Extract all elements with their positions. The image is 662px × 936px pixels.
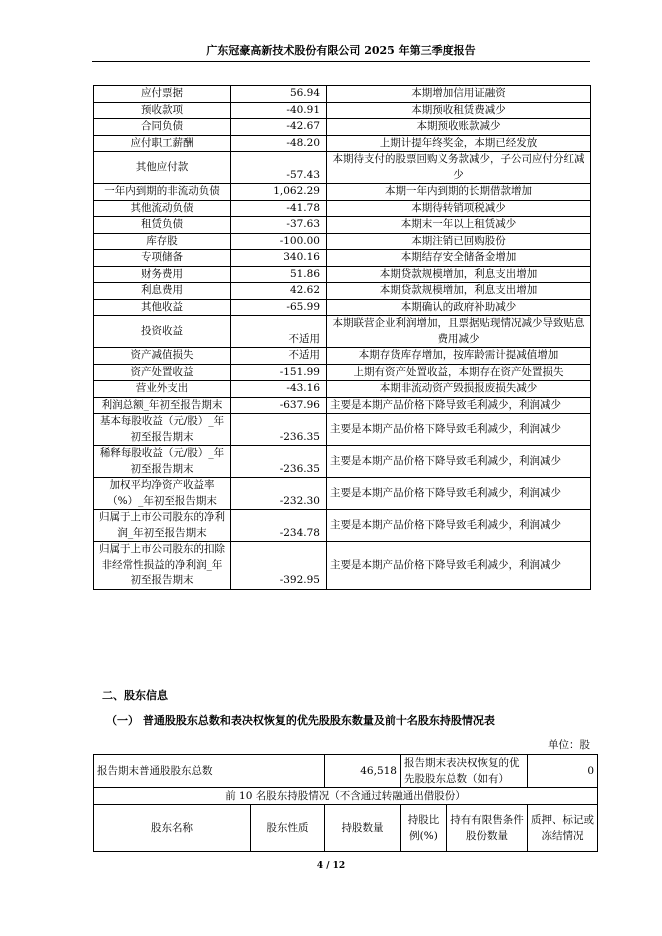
reason-cell: 主要是本期产品价格下降导致毛利减少，利润减少 [327, 542, 591, 590]
value-cell: -232.30 [231, 478, 327, 510]
table-row [94, 316, 591, 348]
table-header-row [94, 805, 598, 852]
reason-cell: 本期增加信用证融资 [327, 86, 591, 103]
item-cell: 加权平均净资产收益率（%）_年初至报告期末 [94, 478, 231, 510]
item-cell: 库存股 [94, 233, 231, 250]
reason-cell: 主要是本期产品价格下降导致毛利减少，利润减少 [327, 414, 591, 446]
value-cell: -41.78 [231, 200, 327, 217]
table-row [94, 217, 591, 234]
item-cell: 租赁负债 [94, 217, 231, 234]
table-row [94, 283, 591, 300]
table-row [94, 364, 591, 381]
reason-cell: 上期计提年终奖金，本期已经发放 [327, 135, 591, 152]
value-cell: -57.43 [231, 152, 327, 184]
table-row [94, 266, 591, 283]
column-header: 持股比例(%) [401, 805, 447, 852]
table-row [94, 788, 598, 805]
item-cell: 应付职工薪酬 [94, 135, 231, 152]
column-header: 质押、标记或冻结情况 [528, 805, 598, 852]
table-row [94, 414, 591, 446]
reason-cell: 本期末一年以上租赁减少 [327, 217, 591, 234]
value-cell: -48.20 [231, 135, 327, 152]
item-cell: 归属于上市公司股东的净利润_年初至报告期末 [94, 510, 231, 542]
value-cell: -100.00 [231, 233, 327, 250]
table-row [94, 135, 591, 152]
table-row [94, 152, 591, 184]
reason-cell: 本期贷款规模增加，利息支出增加 [327, 283, 591, 300]
page-number: 4 / 12 [316, 861, 346, 871]
subsection-title: （一） 普通股股东总数和表决权恢复的优先股股东数量及前十名股东持股情况表 [106, 714, 495, 727]
value-cell: -65.99 [231, 299, 327, 316]
item-cell: 利润总额_年初至报告期末 [94, 397, 231, 414]
item-cell: 一年内到期的非流动负债 [94, 184, 231, 201]
value-cell: 340.16 [231, 250, 327, 267]
table-row [94, 478, 591, 510]
value-cell: -40.91 [231, 102, 327, 119]
preferred-holders-value: 0 [528, 755, 598, 788]
reason-cell: 本期注销已回购股份 [327, 233, 591, 250]
table-row [94, 119, 591, 136]
reason-cell: 本期待转销项税减少 [327, 200, 591, 217]
table-row [94, 446, 591, 478]
value-cell: 42.62 [231, 283, 327, 300]
value-cell: -236.35 [231, 414, 327, 446]
table-row [94, 184, 591, 201]
header-rule [92, 61, 590, 62]
reason-cell: 主要是本期产品价格下降导致毛利减少，利润减少 [327, 397, 591, 414]
item-cell: 专项储备 [94, 250, 231, 267]
unit-label: 单位：股 [548, 739, 590, 751]
reason-cell: 本期结存安全储备金增加 [327, 250, 591, 267]
item-cell: 资产处置收益 [94, 364, 231, 381]
item-cell: 利息费用 [94, 283, 231, 300]
column-header: 持有有限售条件股份数量 [447, 805, 528, 852]
table-row [94, 348, 591, 365]
table-row [94, 381, 591, 398]
change-table [93, 85, 591, 590]
item-cell: 归属于上市公司股东的扣除非经常性损益的净利润_年初至报告期末 [94, 542, 231, 590]
column-header: 持股数量 [325, 805, 401, 852]
table-row [94, 86, 591, 103]
table-row [94, 510, 591, 542]
item-cell: 投资收益 [94, 316, 231, 348]
page-header: 广东冠豪高新技术股份有限公司 2025 年第三季度报告 [206, 44, 476, 57]
table-row [94, 200, 591, 217]
reason-cell: 本期非流动资产毁损报废损失减少 [327, 381, 591, 398]
value-cell: 不适用 [231, 348, 327, 365]
value-cell: -234.78 [231, 510, 327, 542]
total-holders-label: 报告期末普通股股东总数 [94, 755, 325, 788]
table-row [94, 233, 591, 250]
reason-cell: 主要是本期产品价格下降导致毛利减少，利润减少 [327, 510, 591, 542]
item-cell: 应付票据 [94, 86, 231, 103]
item-cell: 其他收益 [94, 299, 231, 316]
reason-cell: 本期联营企业利润增加，且票据贴现情况减少导致贴息费用减少 [327, 316, 591, 348]
reason-cell: 本期预收租赁费减少 [327, 102, 591, 119]
value-cell: 51.86 [231, 266, 327, 283]
preferred-holders-label: 报告期末表决权恢复的优先股股东总数（如有） [401, 755, 528, 788]
reason-cell: 上期有资产处置收益，本期存在资产处置损失 [327, 364, 591, 381]
item-cell: 资产减值损失 [94, 348, 231, 365]
value-cell: -637.96 [231, 397, 327, 414]
section-title: 二、股东信息 [102, 689, 168, 702]
table-row [94, 397, 591, 414]
reason-cell: 本期贷款规模增加，利息支出增加 [327, 266, 591, 283]
item-cell: 稀释每股收益（元/股）_年初至报告期末 [94, 446, 231, 478]
value-cell: -37.63 [231, 217, 327, 234]
item-cell: 营业外支出 [94, 381, 231, 398]
reason-cell: 本期确认的政府补助减少 [327, 299, 591, 316]
table-row [94, 299, 591, 316]
value-cell: -151.99 [231, 364, 327, 381]
table-row [94, 542, 591, 590]
value-cell: -43.16 [231, 381, 327, 398]
value-cell: -42.67 [231, 119, 327, 136]
reason-cell: 本期存货库存增加，按库龄需计提减值增加 [327, 348, 591, 365]
column-header: 股东名称 [94, 805, 251, 852]
reason-cell: 本期待支付的股票回购义务款减少，子公司应付分红减少 [327, 152, 591, 184]
value-cell: 1,062.29 [231, 184, 327, 201]
item-cell: 其他流动负债 [94, 200, 231, 217]
reason-cell: 本期一年内到期的长期借款增加 [327, 184, 591, 201]
item-cell: 合同负债 [94, 119, 231, 136]
reason-cell: 主要是本期产品价格下降导致毛利减少，利润减少 [327, 446, 591, 478]
value-cell: -236.35 [231, 446, 327, 478]
item-cell: 财务费用 [94, 266, 231, 283]
table-row [94, 755, 598, 788]
table-row [94, 250, 591, 267]
total-holders-value: 46,518 [325, 755, 401, 788]
item-cell: 预收款项 [94, 102, 231, 119]
column-header: 股东性质 [251, 805, 325, 852]
value-cell: 56.94 [231, 86, 327, 103]
item-cell: 基本每股收益（元/股）_年初至报告期末 [94, 414, 231, 446]
value-cell: 不适用 [231, 316, 327, 348]
shareholder-table [93, 754, 598, 852]
table-row [94, 102, 591, 119]
item-cell: 其他应付款 [94, 152, 231, 184]
value-cell: -392.95 [231, 542, 327, 590]
reason-cell: 主要是本期产品价格下降导致毛利减少，利润减少 [327, 478, 591, 510]
reason-cell: 本期预收账款减少 [327, 119, 591, 136]
top10-caption: 前 10 名股东持股情况（不含通过转融通出借股份） [94, 788, 598, 805]
